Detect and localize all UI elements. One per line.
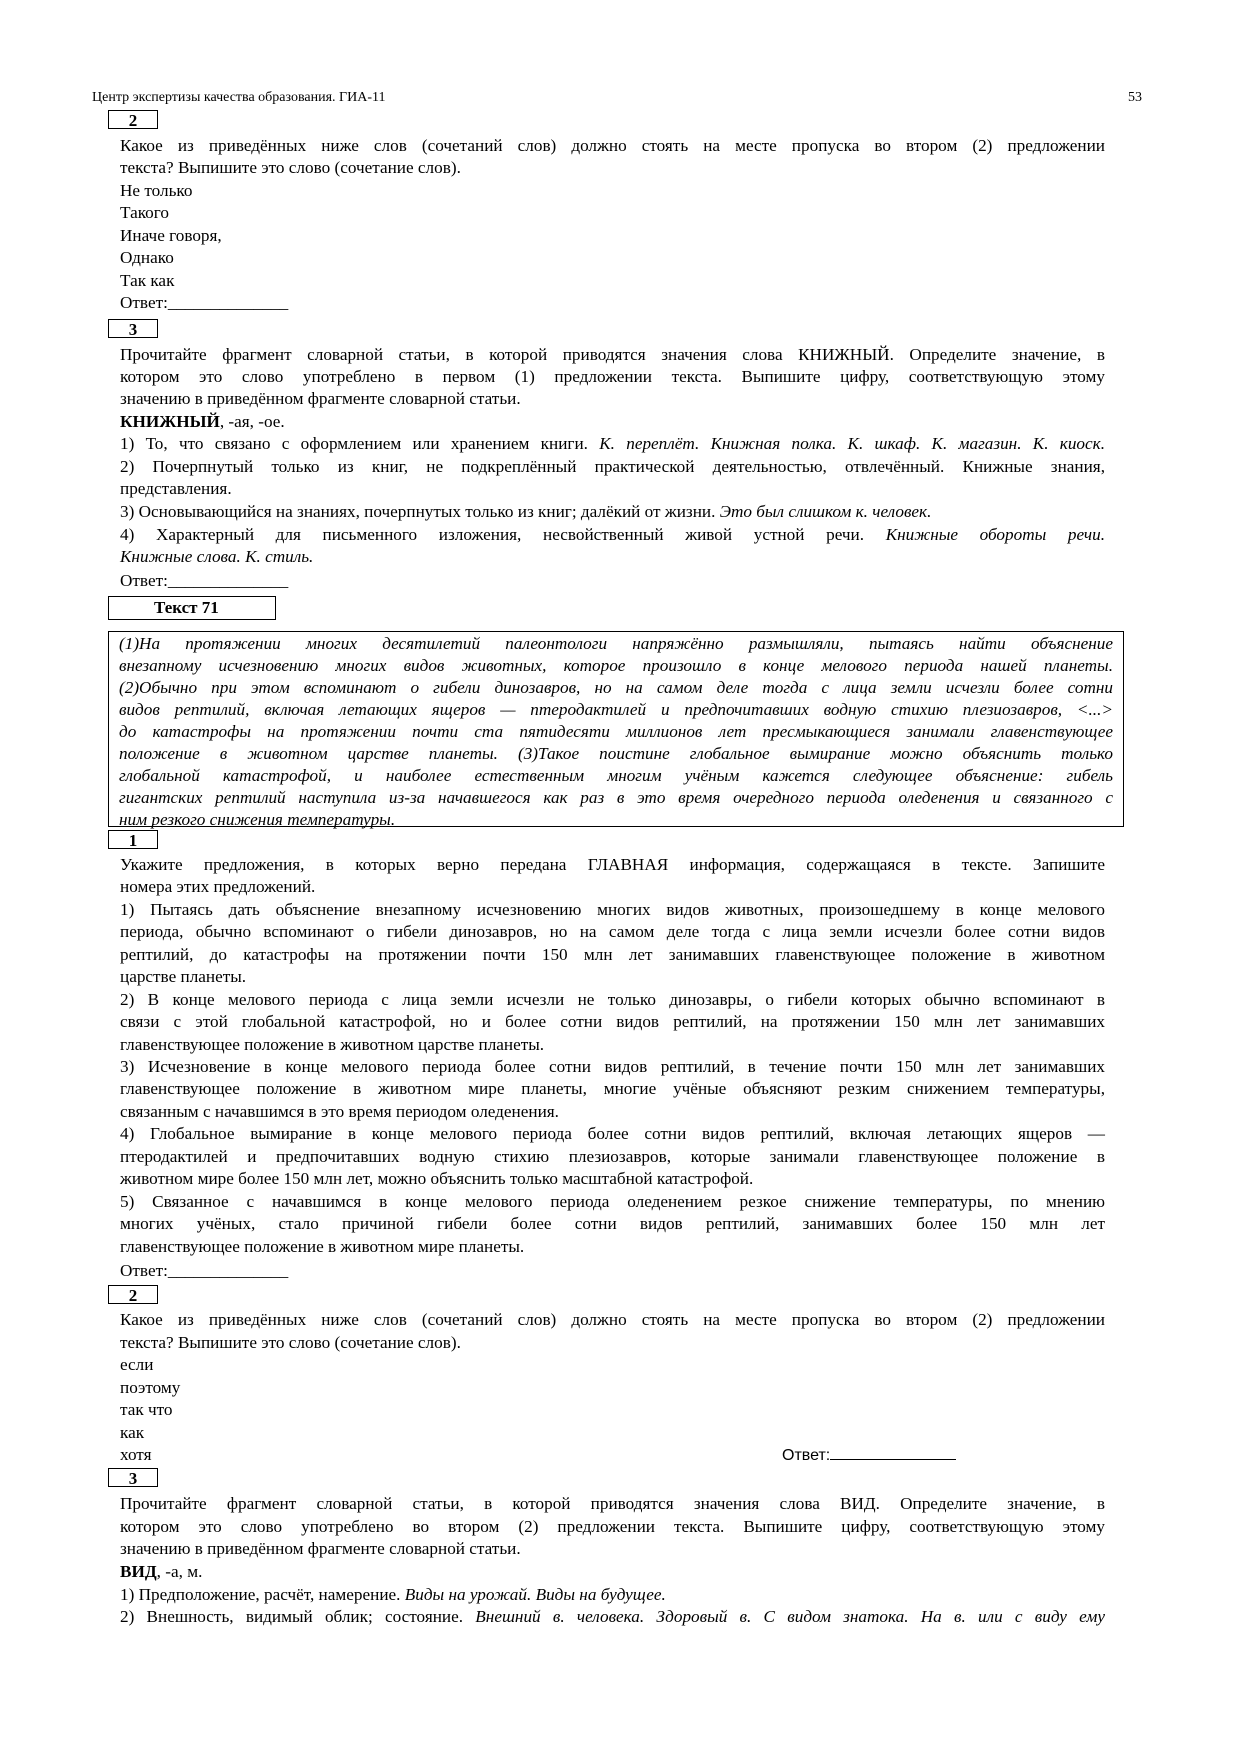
passage-line: до катастрофы на протяжении почти ста пятидесяти миллионов лет пресмыкающиеся занимали главенствующее <box>119 722 1113 741</box>
passage-line: (1)На протяжении многих десятилетий палеонтологи напряжённо размышляли, пытаясь найти объяснение <box>119 634 1113 653</box>
question-line: Прочитайте фрагмент словарной статьи, в которой приводятся значения слова ВИД. Определите значение, в <box>120 1494 1105 1513</box>
answer-option-line: главенствующее положение в животном мире планеты, многие учёные объясняют резким снижением температуры, <box>120 1079 1105 1098</box>
option-item: поэтому <box>120 1378 181 1397</box>
meaning-examples: Это был слишком к. человек. <box>719 502 932 521</box>
page-number: 53 <box>1128 90 1142 105</box>
text-title: Текст 71 <box>154 598 219 617</box>
answer-option-line: главенствующее положение в животном царстве планеты. <box>120 1035 545 1054</box>
task-number-box: 1 <box>108 830 158 849</box>
answer-field: Ответ:______________ <box>120 293 289 312</box>
question-line: котором это слово употреблено во втором (2) предложении текста. Выпишите цифру, соответствующую этому <box>120 1517 1105 1536</box>
meaning-examples: Книжные обороты речи. <box>885 525 1105 544</box>
dictionary-headword-line <box>120 412 285 432</box>
task-number-box: 2 <box>108 110 158 129</box>
passage-line: глобальной катастрофой, и наиболее естественным многим учёным кажется следующее объяснение: гибель <box>119 766 1113 785</box>
option-item: Иначе говоря, <box>120 226 222 245</box>
dictionary-meaning: 2) Почерпнутый только из книг, не подкреплённый практической деятельностью, отвлечённый. Книжные знания, <box>120 457 1105 476</box>
page-header-title: Центр экспертизы качества образования. ГИА-11 <box>92 90 386 105</box>
answer-option-line: связанным с начавшимся в это время периодом оледенения. <box>120 1102 559 1121</box>
answer-label: Ответ: <box>782 1447 831 1464</box>
answer-option-line: животном мире более 150 млн лет, можно объяснить только масштабной катастрофой. <box>120 1169 754 1188</box>
question-line: значению в приведённом фрагменте словарной статьи. <box>120 389 521 408</box>
dictionary-meaning <box>120 502 931 522</box>
task-number-box: 2 <box>108 1285 158 1304</box>
dictionary-meaning <box>120 1607 1105 1627</box>
passage-line: видов рептилий, включая летающих ящеров — птеродактилей и предпочитавших водную стихию плезиозавров, <...> <box>119 700 1113 719</box>
answer-option-line: многих учёных, стало причиной гибели более сотни видов рептилий, занимавших более 150 млн лет <box>120 1214 1105 1233</box>
headword-forms: , -ая, -ое. <box>219 412 285 431</box>
task-number-box: 3 <box>108 1468 158 1487</box>
dictionary-headword: КНИЖНЫЙ <box>120 412 220 431</box>
option-item: так что <box>120 1400 173 1419</box>
answer-field: Ответ:______________ <box>120 1261 289 1280</box>
passage-line: ним резкого снижения температуры. <box>119 810 396 829</box>
dictionary-headword: ВИД <box>120 1562 157 1581</box>
option-item: как <box>120 1423 145 1442</box>
answer-option-line: птеродактилей и предпочитавших водную стихию плезиозавров, которые занимали главенствующее положение в <box>120 1147 1105 1166</box>
answer-option-line: 3) Исчезновение в конце мелового периода более сотни видов рептилий, в течение почти 150 млн лет занимавших <box>120 1057 1105 1076</box>
task-number-box: 3 <box>108 319 158 338</box>
question-line: текста? Выпишите это слово (сочетание слов). <box>120 1333 461 1352</box>
meaning-text: 3) Основывающийся на знаниях, почерпнутых только из книг; далёкий от жизни. <box>120 502 720 521</box>
dictionary-meaning: представления. <box>120 479 232 498</box>
meaning-examples: Книжные слова. К. стиль. <box>120 547 314 566</box>
option-item: хотя <box>120 1445 152 1464</box>
answer-option-line: 4) Глобальное вымирание в конце мелового периода более сотни видов рептилий, включая летающих ящеров — <box>120 1124 1105 1143</box>
answer-field: Ответ:______________ <box>120 571 289 590</box>
option-item: Такого <box>120 203 169 222</box>
dictionary-headword-line <box>120 1562 202 1582</box>
meaning-examples: Внешний в. человека. Здоровый в. С видом знатока. На в. или с виду ему <box>475 1607 1105 1626</box>
question-line: текста? Выпишите это слово (сочетание слов). <box>120 158 461 177</box>
answer-blank <box>830 1444 956 1460</box>
answer-option-line: 1) Пытаясь дать объяснение внезапному исчезновению многих видов животных, произошедшему в конце мелового <box>120 900 1105 919</box>
answer-field <box>782 1444 956 1466</box>
question-line: Какое из приведённых ниже слов (сочетаний слов) должно стоять на месте пропуска во втором (2) предложении <box>120 1310 1105 1329</box>
option-item: Однако <box>120 248 174 267</box>
meaning-examples: К. переплёт. Книжная полка. К. шкаф. К. магазин. К. киоск. <box>599 434 1105 453</box>
question-line: Прочитайте фрагмент словарной статьи, в которой приводятся значения слова КНИЖНЫЙ. Определите значение, в <box>120 345 1105 364</box>
text-passage <box>108 631 1124 827</box>
dictionary-meaning <box>120 434 1105 454</box>
passage-line: (2)Обычно при этом вспоминают о гибели динозавров, но на самом деле тогда с лица земли исчезли более сотни <box>119 678 1113 697</box>
question-line: номера этих предложений. <box>120 877 316 896</box>
meaning-text: 4) Характерный для письменного изложения, несвойственный живой устной речи. <box>120 525 886 544</box>
answer-option-line: царстве планеты. <box>120 967 247 986</box>
text-title-box <box>108 596 276 620</box>
answer-option-line: 2) В конце мелового периода с лица земли исчезли не только динозавры, о гибели которых обычно вспоминают в <box>120 990 1105 1009</box>
answer-option-line: периода, обычно вспоминают о гибели динозавров, но на самом деле тогда с лица земли исчезли более сотни видов <box>120 922 1105 941</box>
meaning-text: 1) Предположение, расчёт, намерение. <box>120 1585 405 1604</box>
option-item: если <box>120 1355 154 1374</box>
answer-option-line: рептилий, до катастрофы на протяжении почти 150 млн лет занимавших главенствующее положение в животном <box>120 945 1105 964</box>
question-line: Какое из приведённых ниже слов (сочетаний слов) должно стоять на месте пропуска во втором (2) предложении <box>120 136 1105 155</box>
passage-line: внезапному исчезновению многих видов животных, которое произошло в конце мелового периода нашей планеты. <box>119 656 1113 675</box>
answer-option-line: главенствующее положение в животном мире планеты. <box>120 1237 525 1256</box>
question-line: Укажите предложения, в которых верно передана ГЛАВНАЯ информация, содержащаяся в тексте. Запишите <box>120 855 1105 874</box>
passage-line: положение в животном царстве планеты. (3)Такое поистине глобальное вымирание можно объяснить только <box>119 744 1113 763</box>
option-item: Не только <box>120 181 193 200</box>
meaning-text: 1) То, что связано с оформлением или хранением книги. <box>120 434 600 453</box>
question-line: значению в приведённом фрагменте словарной статьи. <box>120 1539 521 1558</box>
answer-option-line: 5) Связанное с начавшимся в конце мелового периода оледенением резкое снижение температуры, по мнению <box>120 1192 1105 1211</box>
passage-line: гигантских рептилий наступила из-за начавшегося как раз в это время очередного периода оледенения и связанного с <box>119 788 1113 807</box>
question-line: котором это слово употреблено в первом (1) предложении текста. Выпишите цифру, соответствующую этому <box>120 367 1105 386</box>
dictionary-meaning <box>120 1585 666 1605</box>
dictionary-meaning <box>120 525 1105 545</box>
meaning-text: 2) Внешность, видимый облик; состояние. <box>120 1607 476 1626</box>
answer-option-line: связи с этой глобальной катастрофой, но и более сотни видов рептилий, на протяжении 150 млн лет занимавших <box>120 1012 1105 1031</box>
headword-forms: , -а, м. <box>156 1562 203 1581</box>
meaning-examples: Виды на урожай. Виды на будущее. <box>404 1585 666 1604</box>
option-item: Так как <box>120 271 175 290</box>
